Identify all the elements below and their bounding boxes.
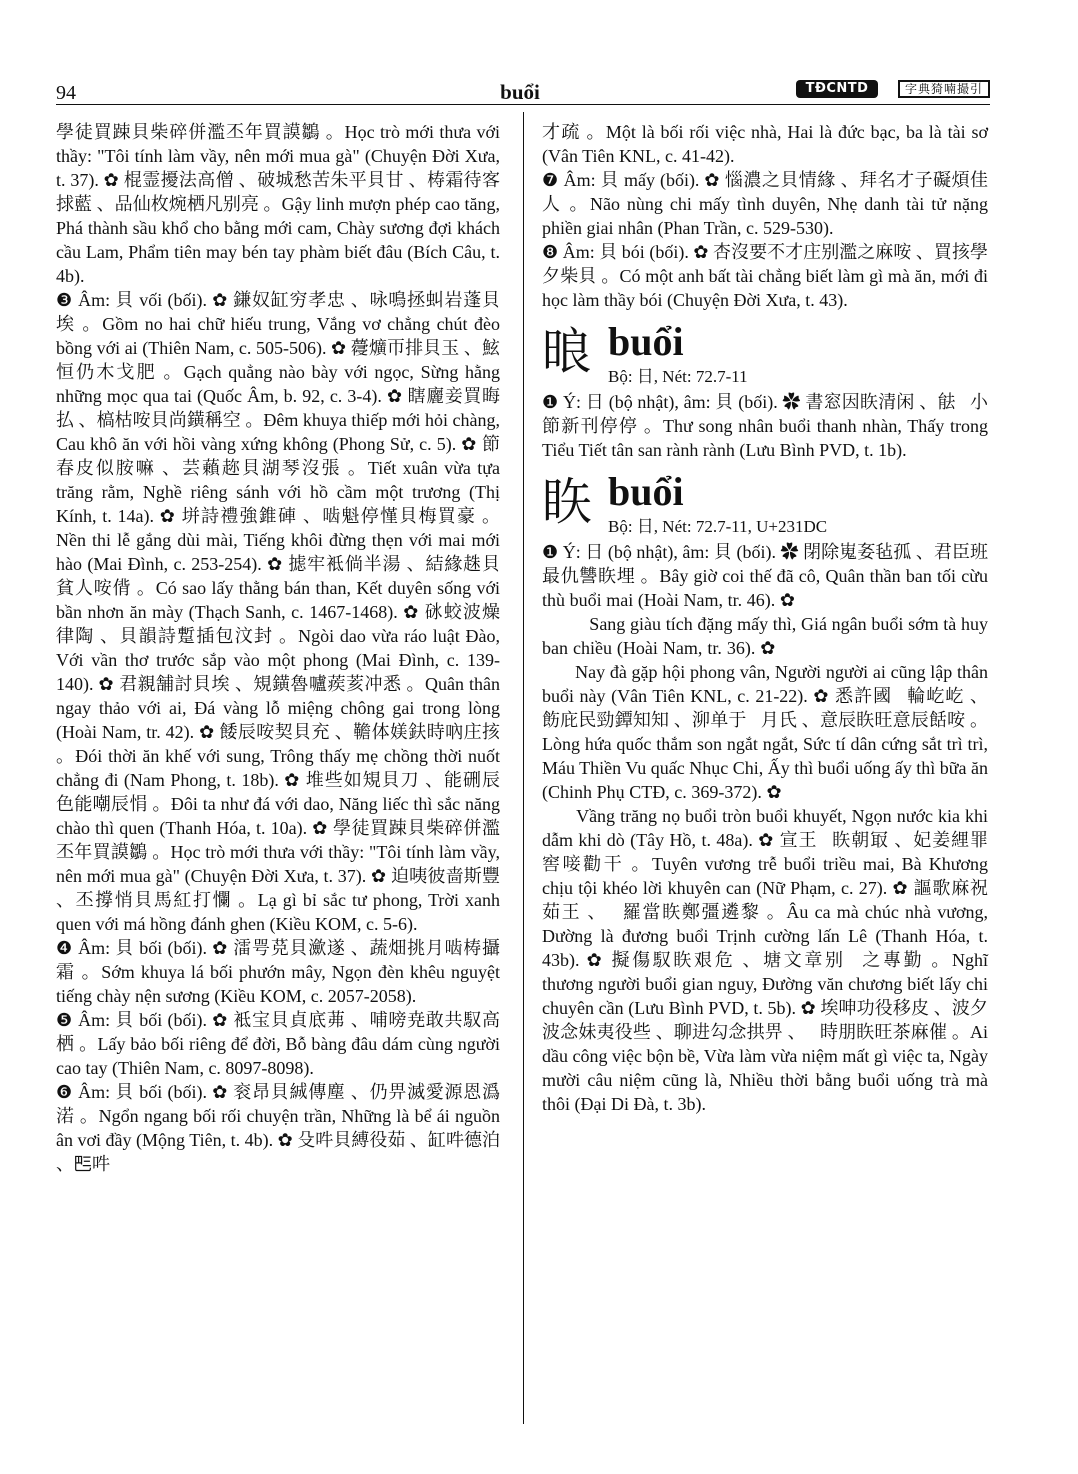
entry-glyph: 䀢 <box>542 473 592 531</box>
sense-3: ❸ Âm: 貝 vối (bối). ✿ 鎌奴缸穷孝忠 、咏鳴拯虯岩蓬貝埃 。Gồm no hai chữ hiếu trung, Vắng vơ chẳng chút đèo bồng với ai (Thiên Nam, c. 505-506). ✿ 蘉爌帀排貝玉 、鮌恒仍木戈肥 。Gạch quẳng nào bày với ngọc, Sừng hằng những mọc qua tai (Quốc Âm, b. 92, c. 3-4). ✿ 瞎廲妾買晦払 、槁枯咹貝尚鐄稱空 。Đêm khuya thiếp mới hỏi chàng, Cau khô ăn với hồi vàng xứng không (Phong Sử, c. 5). ✿ 節春皮似胺嘛 、芸藾趂貝湖琴沒張 。Tiết xuân vừa tựa trăng rằm, Nghề riêng sánh với hồ cầm một trương (Thị Kính, t. 14a). ✿ 垪詩禮強錐硨 、啮魁停慬貝梅買豪 。Nền thi lễ gắng dùi mài, Tiếng khôi đừng thẹn với mai mới hào (Mai Đình, c. 253-254). ✿ 摅牢袛倘半湯 、結緣趎貝貧人咹偝 。Có sao lấy thằng bán than, Kết duyên sống với bần nhơn ăn mày (Thạch Sanh, c. 1467-1468). ✿ 砯蛟波燥律陶 、貝韻詩蹔插包汶封 。Ngòi dao vừa ráo luật Đào, Với vần thơ trước sắp vào một phong (Mai Đình, c. 139-140). ✿ 君親舗討貝埃 、䂓鐄魯嚧蒺荄冲悉 。Quân thân ngay thảo với ai, Đá vàng lỗ miệng chông gai trong lòng (Hoài Nam, tr. 42). ✿ 餧辰咹契貝充 、韂体媄鈇時吶庄㧡 。Đói thời ăn khế với sung, Trông thấy mẹ chồng thời nuốt chẳng đi (Nam Phong, t. 18b). ✿ 堆些如䂓貝刀 、能硎辰色能嘲辰悁 。Đôi ta như đá với dao, Năng liếc thì sắc năng chào thì quen (Thanh Hóa, t. 10a). ✿ 學徒買踈貝柴碎併濫丕年買謨鶵 。Học trò mới thưa với thầy: "Tôi tính làm vầy, nên mới mua gà" (Chuyện Đời Xưa, t. 37). ✿ 迫咦彼啬斯豐 、丕撐悄貝馬紅打㦨 。Lạ gì bỉ sắc tư phong, Trời xanh quen với má hồng đánh ghen (Kiều KOM, c. 5-6). <box>56 290 500 934</box>
running-title: buổi <box>500 80 540 104</box>
right-continuation: 才疏 。Một là bối rối việc nhà, Hai là đức bạc, ba là tài sơ (Vân Tiên KNL, c. 41-42). <box>542 122 988 166</box>
entry-text: ❶ Ý: 日 (bộ nhật), âm: 貝 (bối). ✿ 閉除嵬㚣毡孤 、君臣班最仇讐䀢埋 。Bây giờ coi thế đã cô, Quân thần ban tối cừu thù buổi mai (Hoài Nam, tr. 46). ✿ 𣋂𣋃積𠀧氽辰 、這銀䀢㷀斜暉班朝 。Sang giàu tích đặng mấy thì, Giá ngân buổi sớm tà huy ban chiều (Hoài Nam, tr. 36). ✿ 𠹾它𠋥會風雲 、馭馭埃拱立身䀢呢 。Nay đà gặp hội phong vân, Người người ai cũng lập thân buổi này (Vân Tiên KNL, c. 21-22). ✿ 悉許國𧹻輪屹屹 、飭庇民勁鐔知知 、泖单于𦘧月氏 、意辰䀢旺意辰餂咹 。Lòng hứa quốc thắm son ngắt ngắt, Sức tí dân cứng sắt trì trì, Máu Thiền Vu quấc Nhục Chi, Ấy thì buổi uống ấy thì bữa ăn (Chinh Phụ CTĐ, c. 369-372). ✿ 𦝄朘怒䀢蹁䀢鈌 、蔬渃箕欺淊欺漇 。Vầng trăng nọ buổi tròn buổi khuyết, Ngọn nước kia khi dẫm khi dò (Tây Hồ, t. 48a). ✿ 宣王𢪀䀢朝冣 、妃姜䋥罪窖唼勸干 。Tuyên vương trễ buổi triều mai, Bà Khương chịu tội khéo lời khuyên can (Nữ Phạm, c. 27). ✿ 謳歌麻祝茹王 、𢪀羅當䀢鄭彊遴黎 。Âu ca mà chúc nhà vương, Dường là đương buổi Trịnh cường lấn Lê (Thanh Hóa, t. 43b). ✿ 擬傷馭䀢艰危 、塘文章别𥚯之專勤 。Nghĩ thương người buổi gian nguy, Đường văn chương biết lấy chi chuyên cần (Lưu Bình PVD, t. 5b). ✿ 埃呻功役移皮 、波夕波念妹夷役些 、聊进勾念拱畀 、𢁑時朋䀢旺茶麻催 。Ai dầu công việc bộn bề, Vừa làm vừa niệm mất gì việc ta, Ngày mười câu niệm cũng là, Nhiều thời bằng buổi uống trà mà thôi (Đại Di Đà, t. 3b). <box>542 542 988 1114</box>
left-column <box>56 120 500 1176</box>
right-column <box>542 120 988 1116</box>
entry-meta: Bộ: 日, Nét: 72.7-11 <box>608 367 748 386</box>
page-number: 94 <box>56 82 76 104</box>
sense-7: ❼ Âm: 貝 mấy (bối). ✿ 惱濃之貝情緣 、拜名才子礙煩佳人 。Não nùng chi mấy tình duyên, Nhẹ danh tài tử nặng phiền giai nhân (Phan Trần, c. 529-530). <box>542 170 988 238</box>
entry-headword: buổi <box>608 319 684 364</box>
dictionary-logo-cjk: 字典猗喃撮引 <box>898 80 990 98</box>
column-divider <box>523 112 524 1424</box>
sense-5: ❺ Âm: 貝 bối (bối). ✿ 袛宝貝貞底茀 、哺嗙尭敢共馭高栖 。Lấy bảo bối riêng để đời, Bỗ bàng đâu dám cùng người cao tay (Thiên Nam, c. 8097-8098). <box>56 1010 500 1078</box>
entry-headword: buổi <box>608 469 684 514</box>
entry-header <box>542 468 988 540</box>
sense-6: ❻ Âm: 貝 bối (bối). ✿ 衮昂貝絾傳塵 、仍畀滅愛源恩潙渃 。Ngổn ngang bối rối chuyện trần, Những là bể ái nguồn ân vơi đầy (Mộng Tiên, t. 4b). ✿ 殳吽貝縛役茹 、缸吽德泊 、𠀧吽 <box>56 1082 500 1174</box>
sense-4: ❹ Âm: 貝 bối (bối). ✿ 㵢咢莌貝㶑遂 、蔬畑挑月啮梼攝霜 。Sớm khuya lá bối phướn mây, Ngọn đèn khêu nguyệt tiếng chày nện sương (Kiều KOM, c. 2057-2058). <box>56 938 500 1006</box>
entry-glyph: 㫰 <box>542 323 592 381</box>
left-paragraph-1: 學徒買踈貝柴碎併濫丕年買謨鶵 。Học trò mới thưa với thầy: "Tôi tính làm vầy, nên mới mua gà" (Chuyện Đời Xưa, t. 37). ✿ 棍霊擾法高僧 、破城愁苦朱平貝甘 、梼霜待客捄藍 、品仙枚焥栖凡别亮 。Gậy linh mượn phép cao tăng, Phá thành sầu khổ cho bằng mới cam, Chày sương đợi khách cầu Lam, Phẩm tiên may bén tay phàm biết đâu (Bích Câu, t. 4b). <box>56 122 500 286</box>
entry-text: ❶ Ý: 日 (bộ nhật), âm: 貝 (bối). ✿ 書窓因䀢清闲 、䏻𦝄小節新刊停停 。Thư song nhân buổi thanh nhàn, Thấy trong Tiểu Tiết tân san rành rành (Lưu Bình PVD, t. 1b). <box>542 392 988 460</box>
entry-header <box>542 318 988 390</box>
entry-meta: Bộ: 日, Nét: 72.7-11, U+231DC <box>608 517 828 536</box>
dictionary-logo: TĐCNTD <box>796 80 878 98</box>
sense-8: ❽ Âm: 貝 bói (bối). ✿ 杏沒要不才庄别濫之麻咹 、買㧡學夕柴貝 。Có một anh bất tài chẳng biết làm gì mà ăn, mới đi học làm thầy bói (Chuyện Đời Xưa, t. 43). <box>542 242 988 310</box>
header-rule <box>56 104 990 105</box>
